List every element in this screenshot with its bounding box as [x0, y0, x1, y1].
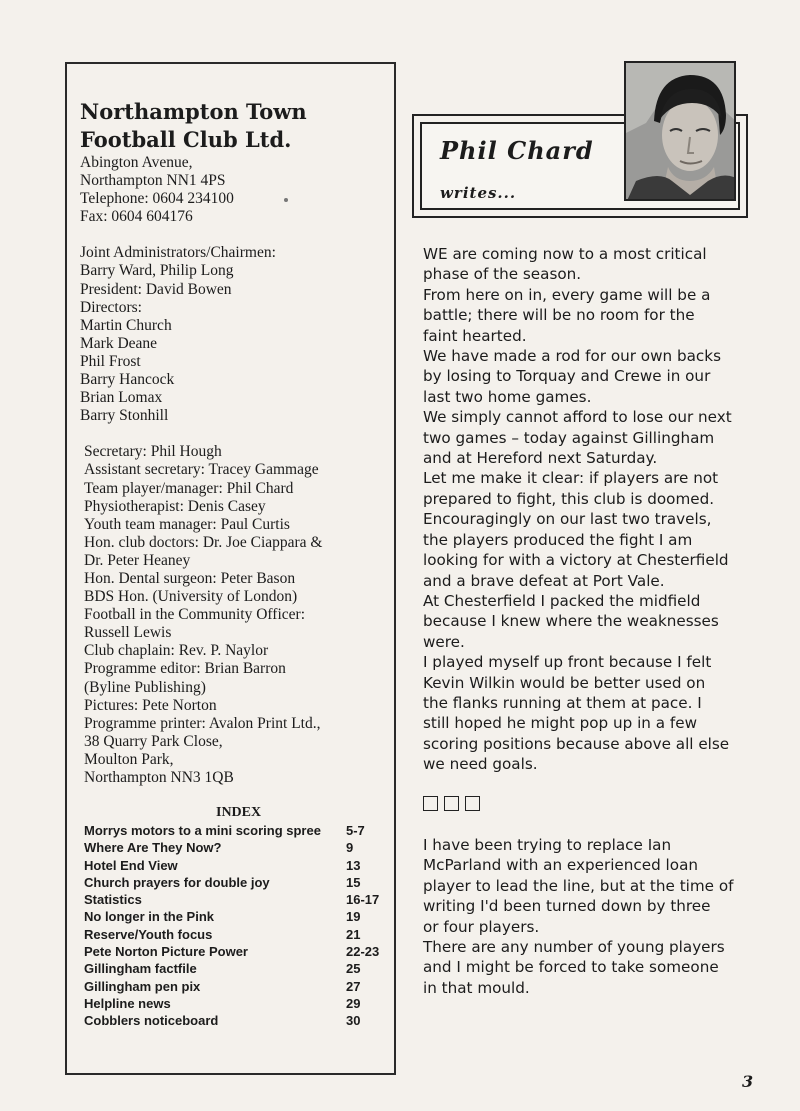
article-line: scoring positions because above all else — [423, 734, 730, 753]
address-line2: Northampton NN1 4PS — [80, 172, 226, 190]
article-line: were. — [423, 632, 465, 651]
staff-line: Secretary: Phil Hough — [84, 443, 222, 461]
official-line: Directors: — [80, 298, 142, 316]
column-article-part1 — [423, 244, 783, 775]
article-line: the players produced the fight I am — [423, 530, 693, 549]
article-line: Encouragingly on our last two travels, — [423, 510, 712, 529]
club-details — [80, 154, 390, 787]
article-line: phase of the season. — [423, 265, 582, 284]
staff-list — [80, 443, 390, 787]
square-icon — [444, 796, 459, 811]
official-line: Martin Church — [80, 316, 172, 334]
index-item-page: 29 — [346, 995, 361, 1011]
article-line: player to lead the line, but at the time of — [423, 876, 734, 895]
staff-line: Football in the Community Officer: — [84, 606, 305, 624]
article-line: prepared to fight, this club is doomed. — [423, 489, 715, 508]
official-line: Joint Administrators/Chairmen: — [80, 244, 276, 262]
column-author: Phil Chard — [440, 136, 594, 165]
article-line: two games – today against Gillingham — [423, 428, 715, 447]
index-item — [84, 926, 384, 943]
index-item-page: 15 — [346, 874, 361, 890]
staff-line: Dr. Peter Heaney — [84, 551, 191, 569]
page-number: 3 — [742, 1072, 754, 1091]
index-item — [84, 839, 384, 856]
address-line1: Abington Avenue, — [80, 154, 193, 171]
article-line: or four players. — [423, 917, 540, 936]
index-item — [84, 857, 384, 874]
fax: Fax: 0604 604176 — [80, 208, 193, 226]
article-line: Kevin Wilkin would be better used on — [423, 673, 706, 692]
article-line: we need goals. — [423, 755, 538, 774]
index-item-page: 30 — [346, 1013, 361, 1029]
article-line: by losing to Torquay and Crewe in our — [423, 367, 711, 386]
index-item-label: Gillingham factfile — [84, 961, 197, 977]
staff-line: Assistant secretary: Tracey Gammage — [84, 461, 319, 479]
staff-line: Team player/manager: Phil Chard — [84, 479, 294, 497]
article-line: We simply cannot afford to lose our next — [423, 408, 732, 427]
article-line: looking for with a victory at Chesterfield — [423, 551, 729, 570]
official-line: Phil Frost — [80, 352, 141, 370]
index-item-page: 22-23 — [346, 944, 380, 960]
index-item — [84, 1012, 384, 1029]
square-icon — [423, 796, 438, 811]
index-item — [84, 943, 384, 960]
index-title: INDEX — [216, 805, 262, 820]
club-name — [80, 98, 307, 154]
article-line: battle; there will be no room for the — [423, 306, 695, 325]
index-item — [84, 891, 384, 908]
manager-photo — [624, 61, 736, 201]
article-line: still hoped he might pop up in a few — [423, 714, 697, 733]
article-line: faint hearted. — [423, 326, 527, 345]
index-item — [84, 960, 384, 977]
official-line: Mark Deane — [80, 334, 158, 352]
manager-portrait-image — [626, 63, 736, 201]
officials-list — [80, 244, 390, 425]
staff-line: Northampton NN3 1QB — [84, 769, 234, 786]
official-line: Barry Hancock — [80, 371, 175, 389]
square-icon — [465, 796, 480, 811]
article-line: the flanks running at them at pace. I — [423, 693, 702, 712]
article-line: and a brave defeat at Port Vale. — [423, 571, 665, 590]
index-item-label: Helpline news — [84, 995, 171, 1011]
staff-line: Programme printer: Avalon Print Ltd., — [84, 714, 321, 732]
index-item-page: 27 — [346, 978, 361, 994]
club-name-line1: Northampton Town — [80, 99, 307, 124]
staff-line: BDS Hon. (University of London) — [84, 588, 298, 606]
staff-line: Russell Lewis — [84, 624, 172, 642]
article-line: in that mould. — [423, 978, 530, 997]
index-item — [84, 978, 384, 995]
staff-line: Hon. club doctors: Dr. Joe Ciappara & — [84, 533, 323, 551]
article-line: Let me make it clear: if players are not — [423, 469, 719, 488]
staff-line: Youth team manager: Paul Curtis — [84, 515, 290, 533]
index-item-page: 13 — [346, 857, 361, 873]
column-article-part2 — [423, 835, 783, 998]
article-line: McParland with an experienced loan — [423, 856, 698, 875]
article-line: There are any number of young players — [423, 938, 725, 957]
index-item-label: Pete Norton Picture Power — [84, 944, 248, 960]
index-item-page: 9 — [346, 840, 354, 856]
staff-line: (Byline Publishing) — [84, 678, 206, 696]
index-item-label: Cobblers noticeboard — [84, 1013, 219, 1029]
official-line: Barry Ward, Philip Long — [80, 262, 234, 280]
index-item-page: 21 — [346, 926, 361, 942]
index-item — [84, 822, 384, 839]
column-subtitle: writes... — [440, 184, 517, 202]
article-line: I have been trying to replace Ian — [423, 836, 672, 854]
staff-line: Moulton Park, — [84, 750, 174, 768]
article-line: From here on in, every game will be a — [423, 285, 711, 304]
article-line: last two home games. — [423, 387, 592, 406]
staff-line: Pictures: Pete Norton — [84, 696, 217, 714]
official-line: Barry Stonhill — [80, 407, 169, 425]
telephone: Telephone: 0604 234100 — [80, 190, 234, 208]
index-item-label: Where Are They Now? — [84, 840, 222, 856]
index-item — [84, 908, 384, 925]
index-list — [84, 822, 384, 1030]
staff-line: 38 Quarry Park Close, — [84, 732, 223, 750]
index-item-page: 16-17 — [346, 892, 380, 908]
article-line: writing I'd been turned down by three — [423, 897, 711, 916]
index-item-page: 5-7 — [346, 823, 365, 838]
article-line: and at Hereford next Saturday. — [423, 449, 658, 468]
index-item-label: Church prayers for double joy — [84, 874, 270, 890]
official-line: President: David Bowen — [80, 280, 232, 298]
staff-line: Hon. Dental surgeon: Peter Bason — [84, 569, 296, 587]
section-break-boxes — [423, 796, 480, 811]
article-line: and I might be forced to take someone — [423, 958, 719, 977]
print-speck — [284, 198, 288, 202]
staff-line: Programme editor: Brian Barron — [84, 660, 286, 678]
index-item-label: Reserve/Youth focus — [84, 926, 213, 942]
article-line: WE are coming now to a most critical — [423, 245, 707, 263]
index-item-label: Gillingham pen pix — [84, 978, 201, 994]
index-item-page: 25 — [346, 961, 361, 977]
article-line: I played myself up front because I felt — [423, 653, 712, 672]
club-name-line2: Football Club Ltd. — [80, 127, 292, 152]
article-line: At Chesterfield I packed the midfield — [423, 591, 701, 610]
index-item-page: 19 — [346, 909, 361, 925]
staff-line: Club chaplain: Rev. P. Naylor — [84, 642, 269, 660]
article-line: because I knew where the weaknesses — [423, 612, 719, 631]
index-item-label: No longer in the Pink — [84, 909, 215, 925]
index-item-label: Statistics — [84, 892, 142, 908]
staff-line: Physiotherapist: Denis Casey — [84, 497, 266, 515]
index-item-label: Hotel End View — [84, 857, 178, 873]
index-item — [84, 995, 384, 1012]
official-line: Brian Lomax — [80, 389, 163, 407]
article-line: We have made a rod for our own backs — [423, 347, 721, 366]
index-item-label: Morrys motors to a mini scoring spree — [84, 823, 321, 838]
index-item — [84, 874, 384, 891]
